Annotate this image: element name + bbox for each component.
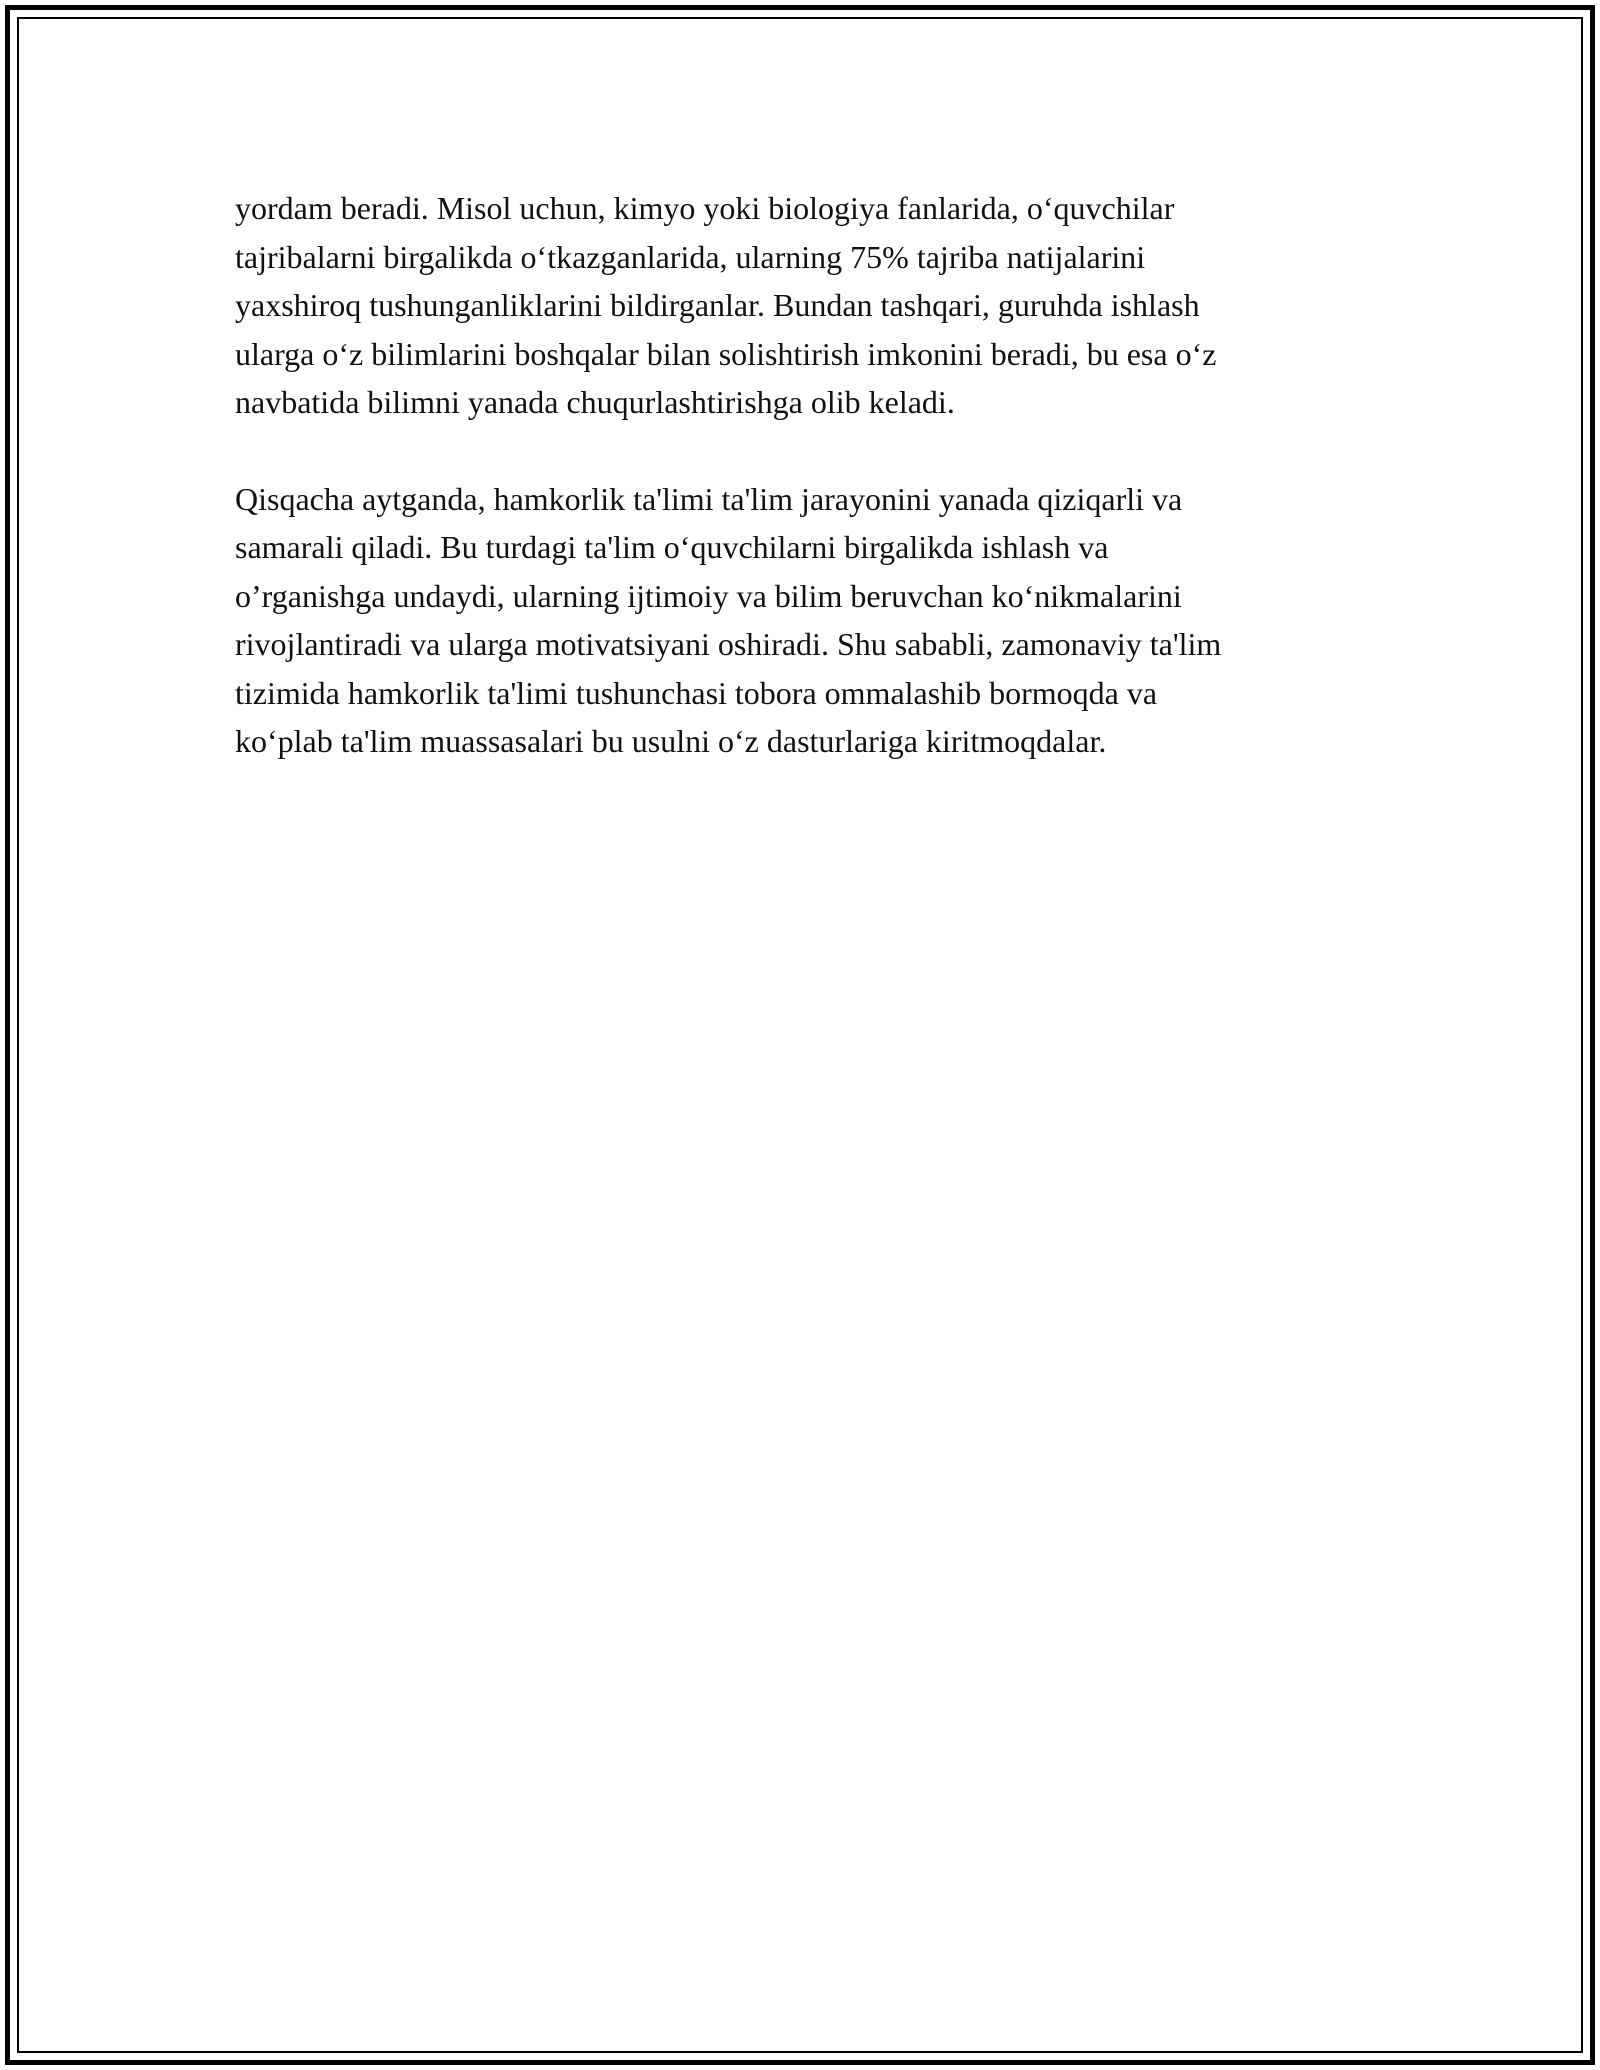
text-line: Qisqacha aytganda, hamkorlik ta'limi ta'lim jarayonini yanada qiziqarli va (235, 480, 1183, 517)
text-line: tizimida hamkorlik ta'limi tushunchasi tobora ommalashib bormoqda va (235, 674, 1158, 711)
paragraph-2 (235, 475, 1395, 766)
document-body (235, 184, 1395, 766)
text-line: yordam beradi. Misol uchun, kimyo yoki biologiya fanlarida, o‘quvchilar (235, 190, 1175, 226)
text-line: ularga o‘z bilimlarini boshqalar bilan solishtirish imkonini beradi, bu esa o‘z (235, 335, 1217, 372)
text-line: samarali qiladi. Bu turdagi ta'lim o‘quvchilarni birgalikda ishlash va (235, 529, 1109, 565)
text-line: ko‘plab ta'lim muassasalari bu usulni o‘z dasturlariga kiritmoqdalar. (235, 723, 1107, 759)
text-line: navbatida bilimni yanada chuqurlashtirishga olib keladi. (235, 384, 955, 420)
text-line: tajribalarni birgalikda o‘tkazganlarida, ularning 75% tajriba natijalarini (235, 238, 1146, 275)
text-line: o’rganishga undaydi, ularning ijtimoiy va bilim beruvchan ko‘nikmalarini (235, 577, 1182, 614)
paragraph-1 (235, 184, 1395, 427)
text-line: rivojlantiradi va ularga motivatsiyani oshiradi. Shu sababli, zamonaviy ta'lim (235, 626, 1222, 662)
text-line: yaxshiroq tushunganliklarini bildirganlar. Bundan tashqari, guruhda ishlash (235, 287, 1200, 323)
